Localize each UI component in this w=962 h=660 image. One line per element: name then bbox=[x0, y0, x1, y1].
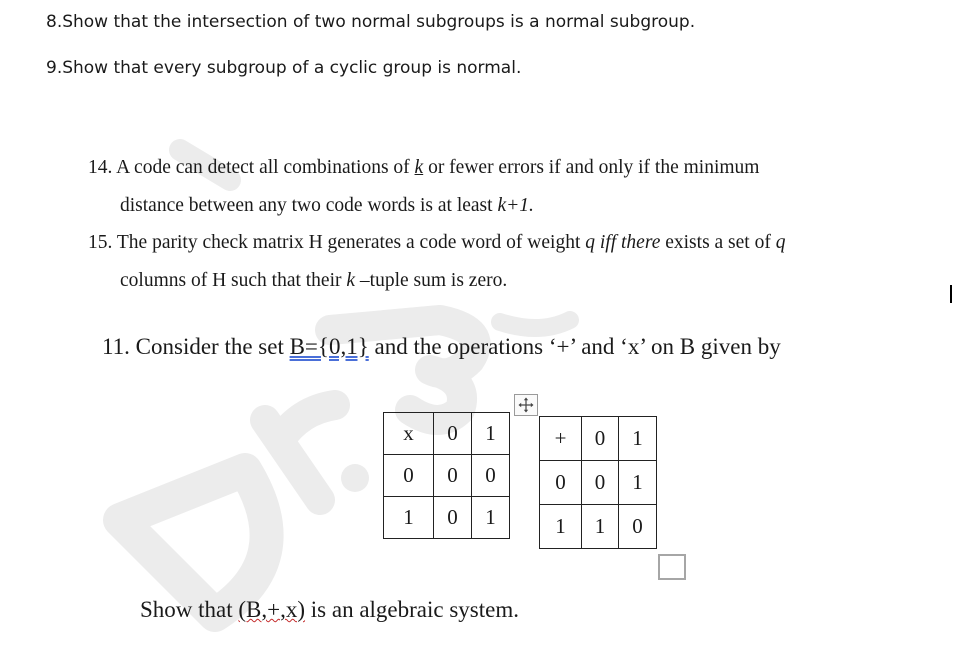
theorem-14-line-1 bbox=[88, 157, 759, 179]
table-header-row bbox=[384, 413, 510, 455]
iff-there: iff there bbox=[595, 232, 661, 253]
move-handle-icon bbox=[518, 397, 534, 413]
table-row bbox=[540, 505, 657, 549]
show-statement bbox=[140, 597, 519, 623]
multiplication-table bbox=[383, 412, 510, 539]
table-cell: + bbox=[540, 417, 582, 461]
text-segment: distance between any two code words is at least bbox=[120, 195, 498, 216]
table-row bbox=[384, 497, 510, 539]
set-b: B={0,1} bbox=[289, 334, 369, 359]
addition-table bbox=[539, 416, 657, 549]
table-cell: 1 bbox=[384, 497, 434, 539]
table-cell: 1 bbox=[540, 505, 582, 549]
text-segment: exists a set of bbox=[660, 232, 776, 253]
text-segment: columns of H such that their bbox=[120, 270, 347, 291]
question-9: 9.Show that every subgroup of a cyclic group is normal. bbox=[46, 58, 522, 78]
table-cell: 0 bbox=[434, 497, 472, 539]
text-segment: –tuple sum is zero. bbox=[355, 270, 508, 291]
text-cursor bbox=[950, 285, 952, 303]
text-segment: and the operations ‘+’ and ‘x’ on B given by bbox=[368, 334, 781, 359]
checkbox-icon[interactable] bbox=[658, 554, 686, 580]
variable-q: q bbox=[775, 232, 786, 253]
table-cell: 0 bbox=[384, 455, 434, 497]
variable-k: k bbox=[414, 157, 424, 178]
table-cell: 0 bbox=[434, 413, 472, 455]
text-segment: 14. A code can detect all combinations of bbox=[88, 157, 415, 178]
table-move-handle[interactable] bbox=[514, 394, 538, 416]
problem-11 bbox=[102, 334, 781, 360]
text-segment: is an algebraic system. bbox=[305, 597, 519, 622]
theorem-14-line-2 bbox=[120, 195, 534, 217]
table-cell: 0 bbox=[582, 461, 619, 505]
table-cell: 1 bbox=[619, 417, 657, 461]
expression-k-plus-1: k+1. bbox=[497, 195, 534, 216]
text-segment: Show that bbox=[140, 597, 239, 622]
table-cell: 1 bbox=[619, 461, 657, 505]
table-cell: x bbox=[384, 413, 434, 455]
theorem-15-line-1 bbox=[88, 232, 785, 254]
question-8: 8.Show that the intersection of two normal subgroups is a normal subgroup. bbox=[46, 12, 696, 32]
variable-k: k bbox=[346, 270, 356, 291]
variable-q: q bbox=[585, 232, 595, 253]
table-cell: 0 bbox=[619, 505, 657, 549]
theorem-15-line-2 bbox=[120, 270, 507, 292]
algebraic-system-notation: (B,+,x) bbox=[238, 597, 306, 622]
table-cell: 0 bbox=[540, 461, 582, 505]
table-cell: 0 bbox=[434, 455, 472, 497]
table-row bbox=[540, 461, 657, 505]
table-cell: 1 bbox=[472, 413, 510, 455]
table-cell: 1 bbox=[582, 505, 619, 549]
table-cell: 0 bbox=[582, 417, 619, 461]
table-cell: 1 bbox=[472, 497, 510, 539]
table-cell: 0 bbox=[472, 455, 510, 497]
text-segment: 11. Consider the set bbox=[102, 334, 290, 359]
text-segment: or fewer errors if and only if the minimum bbox=[423, 157, 760, 178]
text-segment: 15. The parity check matrix H generates a code word of weight bbox=[88, 232, 586, 253]
table-header-row bbox=[540, 417, 657, 461]
table-row bbox=[384, 455, 510, 497]
